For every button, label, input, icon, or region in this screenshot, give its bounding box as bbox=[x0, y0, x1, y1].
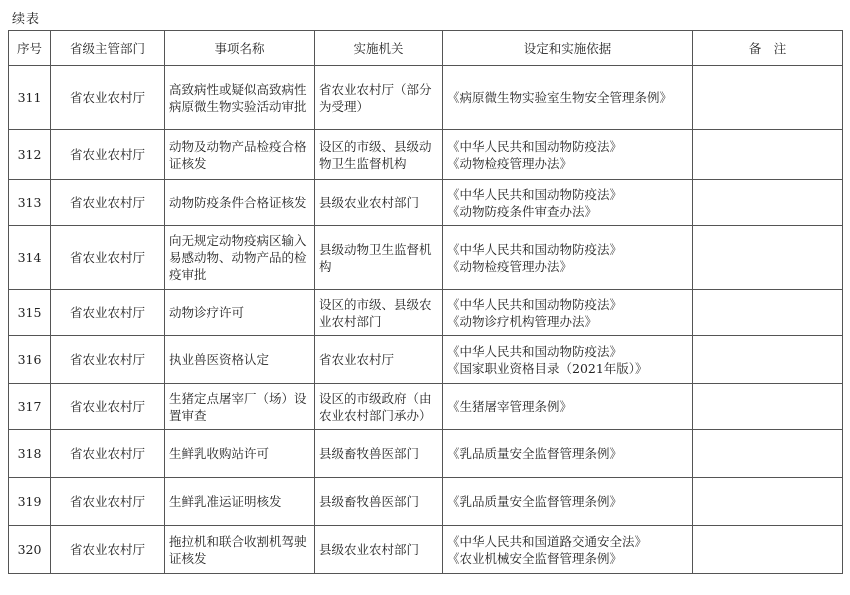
cell-no: 316 bbox=[9, 336, 51, 384]
cell-no: 318 bbox=[9, 430, 51, 478]
basis-line: 《乳品质量安全监督管理条例》 bbox=[447, 494, 623, 509]
cell-agency: 省农业农村厅 bbox=[315, 336, 443, 384]
cell-note bbox=[693, 526, 843, 574]
cell-basis bbox=[443, 130, 693, 180]
cell-note bbox=[693, 180, 843, 226]
cell-note bbox=[693, 130, 843, 180]
cell-agency: 县级动物卫生监督机构 bbox=[315, 226, 443, 290]
cell-note bbox=[693, 384, 843, 430]
approval-items-table bbox=[8, 30, 843, 574]
cell-agency: 县级农业农村部门 bbox=[315, 180, 443, 226]
table-caption: 续表 bbox=[12, 12, 41, 27]
cell-note bbox=[693, 290, 843, 336]
cell-agency: 县级畜牧兽医部门 bbox=[315, 478, 443, 526]
cell-item: 高致病性或疑似高致病性病原微生物实验活动审批 bbox=[165, 66, 315, 130]
cell-note bbox=[693, 478, 843, 526]
cell-no: 312 bbox=[9, 130, 51, 180]
basis-line: 《中华人民共和国动物防疫法》 bbox=[447, 343, 623, 359]
table-row bbox=[9, 290, 843, 336]
cell-basis bbox=[443, 430, 693, 478]
basis-line: 《中华人民共和国动物防疫法》 bbox=[447, 241, 623, 257]
cell-basis bbox=[443, 180, 693, 226]
cell-item: 生猪定点屠宰厂（场）设置审查 bbox=[165, 384, 315, 430]
table-row bbox=[9, 66, 843, 130]
cell-no: 311 bbox=[9, 66, 51, 130]
cell-item: 生鲜乳准运证明核发 bbox=[165, 478, 315, 526]
cell-dept: 省农业农村厅 bbox=[51, 226, 165, 290]
cell-no: 317 bbox=[9, 384, 51, 430]
cell-basis bbox=[443, 226, 693, 290]
table-row bbox=[9, 180, 843, 226]
cell-dept: 省农业农村厅 bbox=[51, 130, 165, 180]
cell-dept: 省农业农村厅 bbox=[51, 290, 165, 336]
cell-agency: 省农业农村厅（部分为受理） bbox=[315, 66, 443, 130]
table-row bbox=[9, 526, 843, 574]
cell-no: 315 bbox=[9, 290, 51, 336]
cell-note bbox=[693, 430, 843, 478]
header-note: 备 注 bbox=[693, 31, 843, 66]
cell-basis bbox=[443, 384, 693, 430]
cell-item: 动物防疫条件合格证核发 bbox=[165, 180, 315, 226]
basis-line: 《病原微生物实验室生物安全管理条例》 bbox=[447, 90, 673, 105]
table-row bbox=[9, 336, 843, 384]
cell-note bbox=[693, 226, 843, 290]
basis-line: 《动物诊疗机构管理办法》 bbox=[447, 313, 598, 329]
basis-line: 《国家职业资格目录（2021年版）》 bbox=[447, 360, 648, 376]
basis-line: 《农业机械安全监督管理条例》 bbox=[447, 550, 623, 566]
basis-line: 《中华人民共和国动物防疫法》 bbox=[447, 186, 623, 202]
basis-line: 《动物检疫管理办法》 bbox=[447, 258, 573, 274]
header-row bbox=[9, 31, 843, 66]
cell-no: 319 bbox=[9, 478, 51, 526]
basis-line: 《中华人民共和国动物防疫法》 bbox=[447, 296, 623, 312]
cell-dept: 省农业农村厅 bbox=[51, 430, 165, 478]
table-row bbox=[9, 478, 843, 526]
cell-no: 313 bbox=[9, 180, 51, 226]
cell-no: 314 bbox=[9, 226, 51, 290]
table-row bbox=[9, 384, 843, 430]
basis-line: 《中华人民共和国道路交通安全法》 bbox=[447, 533, 648, 549]
cell-note bbox=[693, 336, 843, 384]
cell-dept: 省农业农村厅 bbox=[51, 66, 165, 130]
cell-dept: 省农业农村厅 bbox=[51, 180, 165, 226]
cell-agency: 县级畜牧兽医部门 bbox=[315, 430, 443, 478]
cell-item: 执业兽医资格认定 bbox=[165, 336, 315, 384]
cell-agency: 县级农业农村部门 bbox=[315, 526, 443, 574]
cell-agency: 设区的市级、县级动物卫生监督机构 bbox=[315, 130, 443, 180]
header-dept: 省级主管部门 bbox=[51, 31, 165, 66]
table-row bbox=[9, 130, 843, 180]
basis-line: 《动物检疫管理办法》 bbox=[447, 155, 573, 171]
basis-line: 《乳品质量安全监督管理条例》 bbox=[447, 446, 623, 461]
cell-item: 动物及动物产品检疫合格证核发 bbox=[165, 130, 315, 180]
cell-dept: 省农业农村厅 bbox=[51, 526, 165, 574]
cell-agency: 设区的市级、县级农业农村部门 bbox=[315, 290, 443, 336]
cell-agency: 设区的市级政府（由农业农村部门承办） bbox=[315, 384, 443, 430]
header-basis: 设定和实施依据 bbox=[443, 31, 693, 66]
basis-line: 《中华人民共和国动物防疫法》 bbox=[447, 138, 623, 154]
cell-basis bbox=[443, 478, 693, 526]
header-agency: 实施机关 bbox=[315, 31, 443, 66]
cell-item: 向无规定动物疫病区输入易感动物、动物产品的检疫审批 bbox=[165, 226, 315, 290]
basis-line: 《生猪屠宰管理条例》 bbox=[447, 399, 573, 414]
basis-line: 《动物防疫条件审查办法》 bbox=[447, 203, 598, 219]
cell-dept: 省农业农村厅 bbox=[51, 336, 165, 384]
table-row bbox=[9, 430, 843, 478]
cell-basis bbox=[443, 290, 693, 336]
cell-note bbox=[693, 66, 843, 130]
cell-basis bbox=[443, 526, 693, 574]
cell-basis bbox=[443, 336, 693, 384]
cell-basis bbox=[443, 66, 693, 130]
cell-no: 320 bbox=[9, 526, 51, 574]
header-item: 事项名称 bbox=[165, 31, 315, 66]
cell-dept: 省农业农村厅 bbox=[51, 478, 165, 526]
cell-item: 生鲜乳收购站许可 bbox=[165, 430, 315, 478]
cell-dept: 省农业农村厅 bbox=[51, 384, 165, 430]
table-row bbox=[9, 226, 843, 290]
cell-item: 拖拉机和联合收割机驾驶证核发 bbox=[165, 526, 315, 574]
cell-item: 动物诊疗许可 bbox=[165, 290, 315, 336]
header-no: 序号 bbox=[9, 31, 51, 66]
